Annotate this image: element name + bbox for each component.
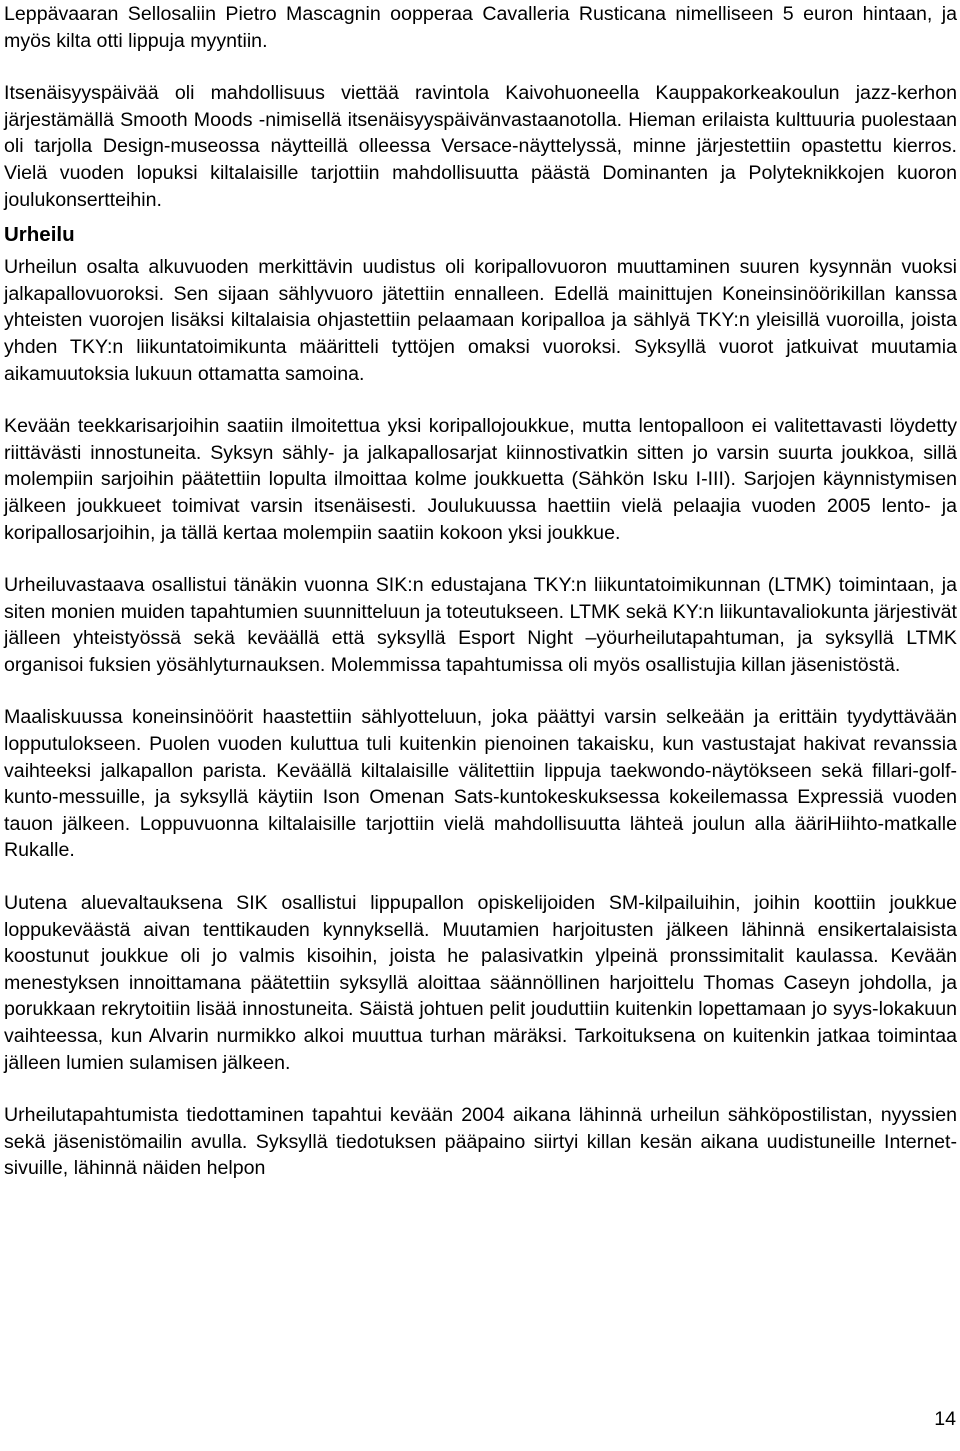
sports-paragraph-6: Urheilutapahtumista tiedottaminen tapahtui kevään 2004 aikana lähinnä urheilun sähköpostilistan, nyyssien sekä jäsenistömailin avulla. Syksyllä tiedotuksen pääpaino siirtyi killan kesän aikana uudistuneille Internet-sivuille, lähinnä näiden helpon: [4, 1104, 957, 1180]
sports-paragraph-3: Urheiluvastaava osallistui tänäkin vuonna SIK:n edustajana TKY:n liikuntatoimikunnan (LTMK) toimintaan, ja siten monien muiden tapahtumien suunnitteluun ja toteutukseen. LTMK sekä KY:n liikuntavaliokunta järjestivät jälleen yhteistyössä sekä keväällä että syksyllä Esport Night –yöurheilutapahtuman, ja syksyllä LTMK organisoi fuksien yösählyturnauksen. Molemmissa tapahtumissa oli myös osallistujia killan jäsenistöstä.: [4, 574, 957, 676]
intro-paragraph-1: Leppävaaran Sellosaliin Pietro Mascagnin oopperaa Cavalleria Rusticana nimelliseen 5 euron hintaan, ja myös kilta otti lippuja myyntiin.: [4, 3, 957, 52]
sports-paragraph-5: Uutena aluevaltauksena SIK osallistui lippupallon opiskelijoiden SM-kilpailuihin, joihin koottiin joukkue loppukeväästä aivan tenttikauden kynnyksellä. Muutamien harjoitusten jälkeen lähinnä ensikertalaisista koostunut joukkue oli jo valmis kisoihin, joista he palasivatkin ylpeinä pronssimitalit kaulassa. Kevään menestyksen innoittamana päätettiin syksyllä aloittaa säännöllinen harjoittelu Thomas Caseyn johdolla, ja porukkaan rekrytoitiin lisää innostuneita. Säistä johtuen pelit jouduttiin kuitenkin lopettamaan jo syys-lokakuun vaihteessa, kun Alvarin nurmikko alkoi muuttua turhan märäksi. Tarkoituksena on kuitenkin jatkaa toimintaa jälleen lumien sulamisen jälkeen.: [4, 892, 957, 1074]
section-heading-urheilu: Urheilu: [4, 223, 75, 247]
sports-paragraph-1: Urheilun osalta alkuvuoden merkittävin uudistus oli koripallovuoron muuttaminen suuren kysynnän vuoksi jalkapallovuoroksi. Sen sijaan sählyvuoro jätettiin ennalleen. Edellä mainittujen Koneinsinöörikillan kanssa yhteisten vuorojen lisäksi kiltalaisia ohjastettiin pelaamaan koripalloa ja sählyä TKY:n yleisillä vuoroilla, joista yhden TKY:n liikuntatoimikunta määritteli tyttöjen omaksi vuoroksi. Syksyllä vuorot jatkuivat muutamia aikamuutoksia lukuun ottamatta samoina.: [4, 256, 957, 385]
sports-paragraph-2: Kevään teekkarisarjoihin saatiin ilmoitettua yksi koripallojoukkue, mutta lentopalloon ei valitettavasti löydetty riittävästi innostuneita. Syksyn sähly- ja jalkapallosarjat kiinnostivatkin sitten jo varsin suurta joukkoa, sillä molempiin sarjoihin päätettiin lopulta ilmoittaa kolme joukkuetta (Sähkön Isku I-III). Sarjojen käynnistymisen jälkeen joukkueet toimivat varsin itsenäisesti. Joulukuussa haettiin vielä pelaajia vuoden 2005 lento- ja koripallosarjoihin, ja tällä kertaa molempiin saatiin kokoon yksi joukkue.: [4, 415, 957, 544]
sports-paragraph-4: Maaliskuussa koneinsinöörit haastettiin sählyotteluun, joka päättyi varsin selkeään ja erittäin tyydyttävään lopputulokseen. Puolen vuoden kuluttua tuli kuitenkin pienoinen takaisku, kun vastustajat hakivat revanssia vaihteeksi jalkapallon parista. Keväällä kiltalaisille välitettiin lippuja taekwondo-näytökseen sekä fillari-golf-kunto-messuille, ja syksyllä käytiin Ison Omenan Sats-kuntokeskuksessa kokeilemassa Expressiä vuoden tauon jälkeen. Loppuvuonna kiltalaisille tarjottiin vielä mahdollisuutta lähteä joulun alla ääriHiihto-matkalle Rukalle.: [4, 706, 957, 862]
page-number: 14: [934, 1408, 956, 1430]
intro-paragraph-2: Itsenäisyyspäivää oli mahdollisuus viettää ravintola Kaivohuoneella Kauppakorkeakoulun jazz-kerhon järjestämällä Smooth Moods -nimisellä itsenäisyyspäivänvastaanotolla. Hieman erilaista kulttuuria puolestaan oli tarjolla Design-museossa näytteillä olleessa Versace-näyttelyssä, minne järjestettiin opastettu kierros. Vielä vuoden lopuksi kiltalaisille tarjottiin mahdollisuutta päästä Dominanten ja Polyteknikkojen kuoron joulukonsertteihin.: [4, 82, 957, 211]
page-content: [4, 1, 957, 1182]
